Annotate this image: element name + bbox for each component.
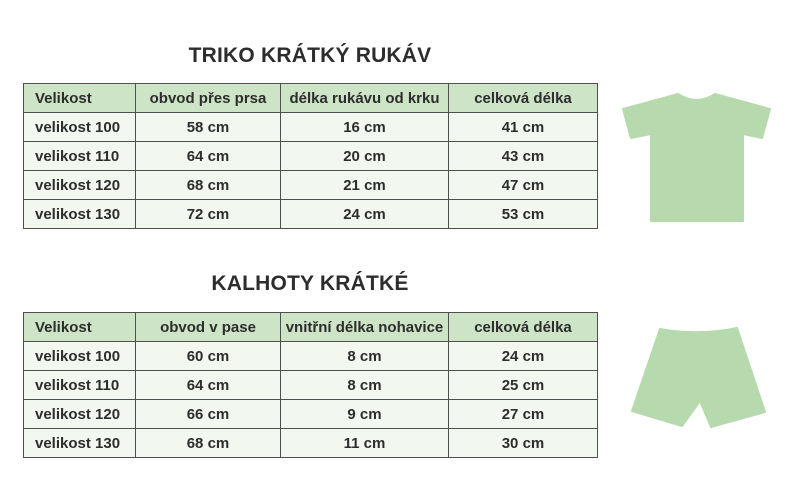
header-row	[24, 84, 598, 113]
size-label-cell: velikost 110	[24, 142, 136, 171]
value-cell: 68 cm	[136, 429, 281, 458]
shorts-icon	[630, 327, 767, 433]
value-cell: 11 cm	[281, 429, 449, 458]
table-row	[24, 371, 598, 400]
header-velikost: Velikost	[24, 84, 136, 113]
table-row	[24, 142, 598, 171]
table-row	[24, 342, 598, 371]
value-cell: 53 cm	[449, 200, 598, 229]
header-delka-rukavu: délka rukávu od krku	[281, 84, 449, 113]
size-label-cell: velikost 100	[24, 342, 136, 371]
value-cell: 24 cm	[281, 200, 449, 229]
value-cell: 8 cm	[281, 342, 449, 371]
size-label-cell: velikost 100	[24, 113, 136, 142]
value-cell: 68 cm	[136, 171, 281, 200]
size-label-cell: velikost 120	[24, 400, 136, 429]
value-cell: 47 cm	[449, 171, 598, 200]
value-cell: 27 cm	[449, 400, 598, 429]
value-cell: 64 cm	[136, 371, 281, 400]
table-row	[24, 429, 598, 458]
value-cell: 60 cm	[136, 342, 281, 371]
value-cell: 8 cm	[281, 371, 449, 400]
value-cell: 30 cm	[449, 429, 598, 458]
size-label-cell: velikost 120	[24, 171, 136, 200]
table-row	[24, 171, 598, 200]
triko-size-table	[23, 83, 598, 229]
size-label-cell: velikost 130	[24, 429, 136, 458]
value-cell: 58 cm	[136, 113, 281, 142]
header-celkova-delka: celková délka	[449, 84, 598, 113]
tshirt-icon	[622, 92, 772, 228]
header-obvod-v-pase: obvod v pase	[136, 313, 281, 342]
table-row	[24, 113, 598, 142]
header-celkova-delka: celková délka	[449, 313, 598, 342]
table-row	[24, 400, 598, 429]
size-label-cell: velikost 110	[24, 371, 136, 400]
value-cell: 16 cm	[281, 113, 449, 142]
value-cell: 25 cm	[449, 371, 598, 400]
value-cell: 20 cm	[281, 142, 449, 171]
value-cell: 41 cm	[449, 113, 598, 142]
table-row	[24, 200, 598, 229]
kalhoty-size-table	[23, 312, 598, 458]
value-cell: 24 cm	[449, 342, 598, 371]
value-cell: 72 cm	[136, 200, 281, 229]
header-row	[24, 313, 598, 342]
section-title-triko: TRIKO KRÁTKÝ RUKÁV	[188, 44, 432, 67]
header-velikost: Velikost	[24, 313, 136, 342]
header-obvod-pres-prsa: obvod přes prsa	[136, 84, 281, 113]
value-cell: 21 cm	[281, 171, 449, 200]
header-vnitrni-delka: vnitřní délka nohavice	[281, 313, 449, 342]
value-cell: 43 cm	[449, 142, 598, 171]
value-cell: 64 cm	[136, 142, 281, 171]
size-label-cell: velikost 130	[24, 200, 136, 229]
value-cell: 9 cm	[281, 400, 449, 429]
section-title-kalhoty: KALHOTY KRÁTKÉ	[211, 272, 409, 295]
value-cell: 66 cm	[136, 400, 281, 429]
